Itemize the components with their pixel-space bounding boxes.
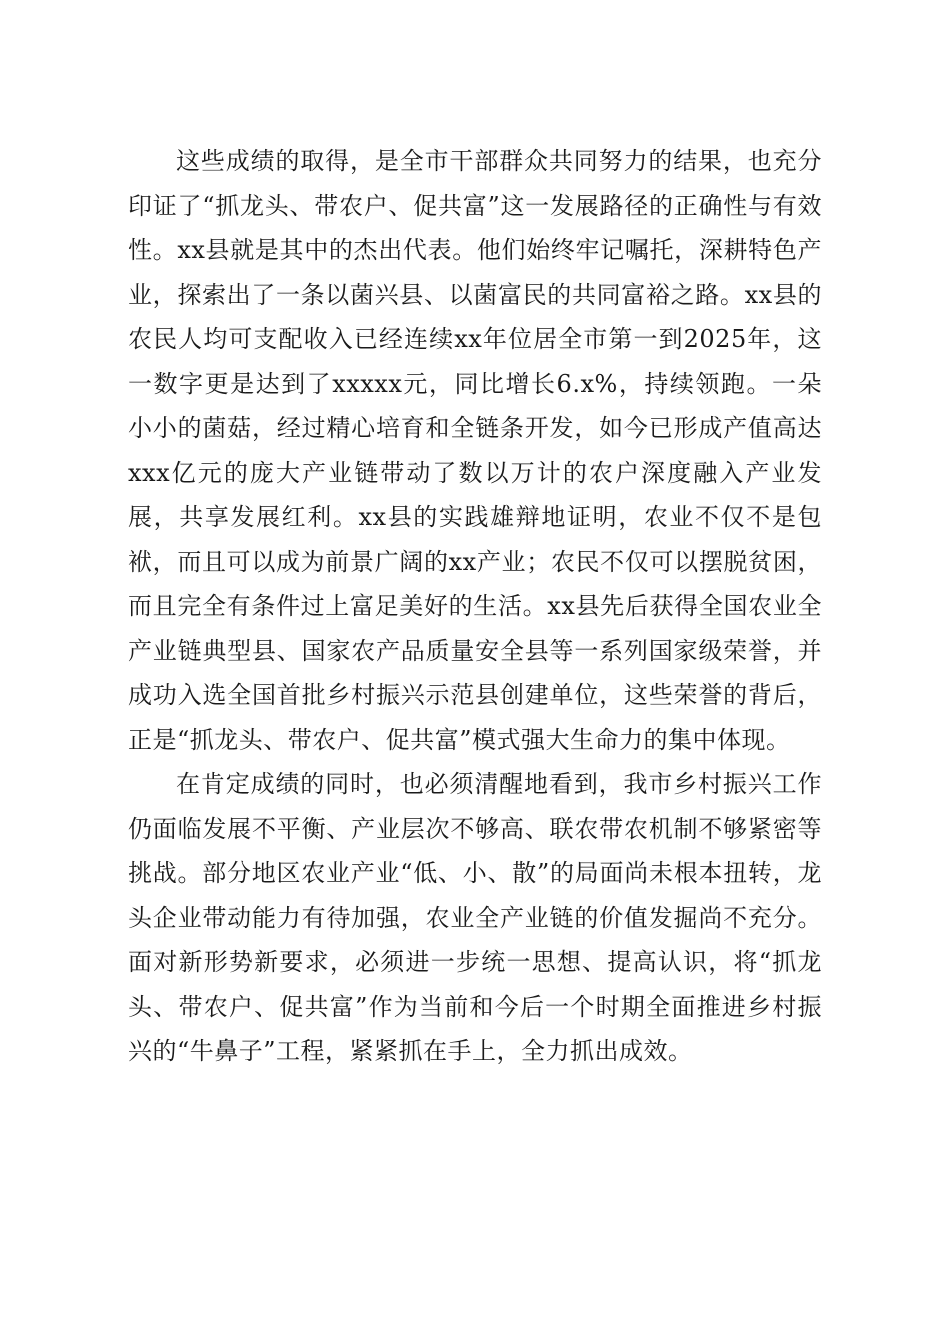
paragraph-challenges: 在肯定成绩的同时，也必须清醒地看到，我市乡村振兴工作仍面临发展不平衡、产业层次不够高、联农带农机制不够紧密等挑战。部分地区农业产业“低、小、散”的局面尚未根本扭转，龙头企业带动能力有待加强，农业全产业链的价值发掘尚不充分。面对新形势新要求，必须进一步统一思想、提高认识，将“抓龙头、带农户、促共富”作为当前和今后一个时期全面推进乡村振兴的“牛鼻子”工程，紧紧抓在手上，全力抓出成效。 [128, 770, 822, 1065]
document-body [128, 139, 822, 1074]
paragraph-achievements: 这些成绩的取得，是全市干部群众共同努力的结果，也充分印证了“抓龙头、带农户、促共富”这一发展路径的正确性与有效性。xx县就是其中的杰出代表。他们始终牢记嘱托，深耕特色产业，探索出了一条以菌兴县、以菌富民的共同富裕之路。xx县的农民人均可支配收入已经连续xx年位居全市第一到2025年，这一数字更是达到了xxxxx元，同比增长6.x%，持续领跑。一朵小小的菌菇，经过精心培育和全链条开发，如今已形成产值高达xxx亿元的庞大产业链带动了数以万计的农户深度融入产业发展，共享发展红利。xx县的实践雄辩地证明，农业不仅不是包袱，而且可以成为前景广阔的xx产业；农民不仅可以摆脱贫困，而且完全有条件过上富足美好的生活。xx县先后获得全国农业全产业链典型县、国家农产品质量安全县等一系列国家级荣誉，并成功入选全国首批乡村振兴示范县创建单位，这些荣誉的背后，正是“抓龙头、带农户、促共富”模式强大生命力的集中体现。 [128, 147, 822, 754]
